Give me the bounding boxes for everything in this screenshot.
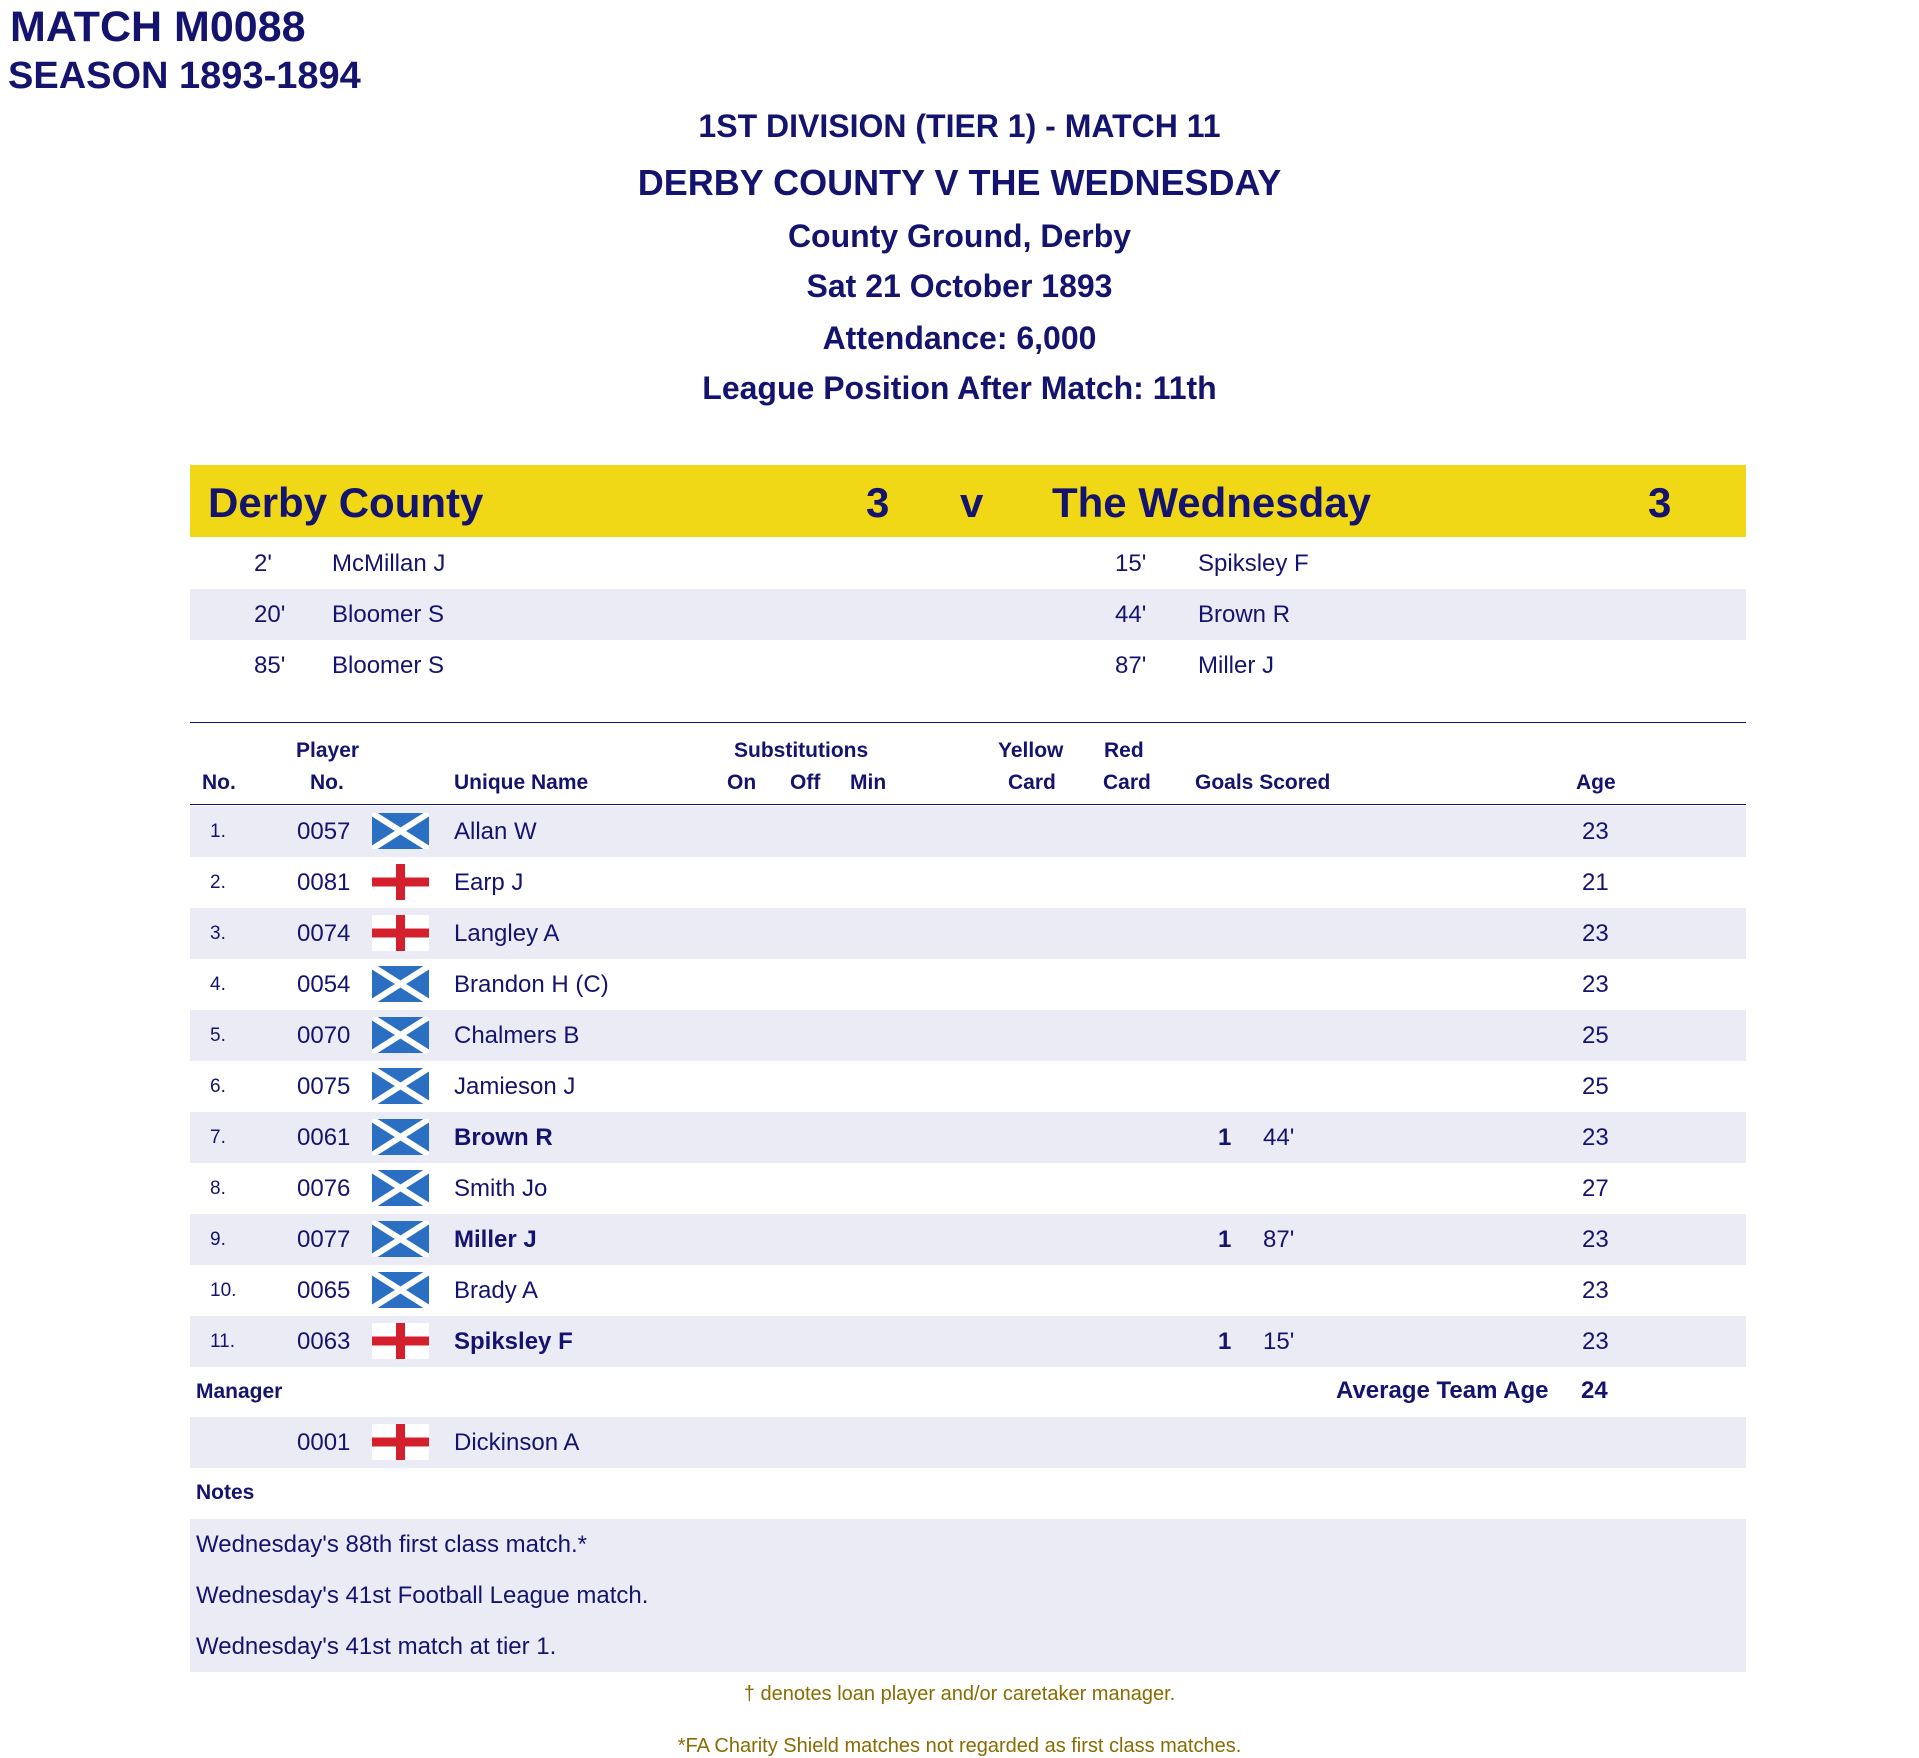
- scotland-flag-icon: [372, 1017, 429, 1053]
- player-name: Brady A: [454, 1277, 539, 1304]
- scotland-flag-icon: [372, 1170, 429, 1206]
- footnote-charity-shield: *FA Charity Shield matches not regarded as first class matches.: [677, 1735, 1242, 1757]
- match-id: MATCH M0088: [10, 3, 306, 51]
- col-no: No.: [202, 771, 236, 794]
- goals-count: 1: [1218, 1328, 1232, 1355]
- away-goal-scorer: Brown R: [1198, 601, 1291, 628]
- season: SEASON 1893-1894: [8, 55, 361, 97]
- scotland-flag-icon: [372, 1221, 429, 1257]
- player-name: Jamieson J: [454, 1073, 576, 1100]
- col-red-bottom: Card: [1103, 771, 1151, 794]
- player-name: Spiksley F: [454, 1328, 573, 1355]
- player-number: 0061: [297, 1124, 351, 1151]
- away-score: 3: [1648, 479, 1672, 526]
- manager-number: 0001: [297, 1429, 351, 1456]
- player-age: 23: [1582, 920, 1609, 947]
- row-number: 10.: [210, 1280, 237, 1301]
- away-goal-scorer: Miller J: [1198, 652, 1274, 679]
- player-age: 23: [1582, 1328, 1609, 1355]
- col-player-no-bottom: No.: [310, 771, 344, 794]
- note-item: Wednesday's 41st Football League match.: [196, 1582, 649, 1609]
- manager-label: Manager: [196, 1380, 283, 1403]
- row-number: 7.: [210, 1127, 226, 1148]
- table-top-divider: [190, 722, 1746, 723]
- player-name: Earp J: [454, 869, 524, 896]
- col-yellow-top: Yellow: [998, 739, 1064, 762]
- player-number: 0075: [297, 1073, 351, 1100]
- home-team: Derby County: [208, 479, 484, 526]
- row-number: 5.: [210, 1025, 226, 1046]
- col-goals-scored: Goals Scored: [1195, 771, 1331, 794]
- scotland-flag-icon: [372, 1119, 429, 1155]
- away-goal-scorer: Spiksley F: [1198, 550, 1309, 577]
- player-age: 23: [1582, 818, 1609, 845]
- player-name: Brandon H (C): [454, 971, 609, 998]
- note-item: Wednesday's 88th first class match.*: [196, 1531, 587, 1558]
- average-age-value: 24: [1581, 1377, 1608, 1404]
- away-team: The Wednesday: [1052, 479, 1371, 526]
- col-unique-name: Unique Name: [454, 771, 589, 794]
- player-name: Smith Jo: [454, 1175, 548, 1202]
- player-age: 27: [1582, 1175, 1609, 1202]
- goal-minute: 15': [1263, 1328, 1295, 1355]
- player-number: 0054: [297, 971, 351, 998]
- player-number: 0076: [297, 1175, 351, 1202]
- scotland-flag-icon: [372, 1272, 429, 1308]
- col-age: Age: [1576, 771, 1616, 794]
- player-age: 23: [1582, 971, 1609, 998]
- goal-minute: 87': [1263, 1226, 1295, 1253]
- col-substitutions: Substitutions: [734, 739, 869, 762]
- england-flag-icon: [372, 864, 429, 900]
- player-number: 0077: [297, 1226, 351, 1253]
- col-sub-min: Min: [850, 771, 887, 794]
- player-number: 0070: [297, 1022, 351, 1049]
- versus-label: v: [960, 479, 984, 526]
- home-goal-minute: 85': [254, 652, 286, 679]
- player-age: 23: [1582, 1226, 1609, 1253]
- col-sub-off: Off: [790, 771, 821, 794]
- player-age: 21: [1582, 869, 1609, 896]
- england-flag-icon: [372, 1424, 429, 1460]
- player-name: Allan W: [454, 818, 537, 845]
- home-goal-minute: 20': [254, 601, 286, 628]
- goal-minute: 44': [1263, 1124, 1295, 1151]
- england-flag-icon: [372, 1323, 429, 1359]
- row-number: 3.: [210, 923, 226, 944]
- row-number: 6.: [210, 1076, 226, 1097]
- fixture-title: DERBY COUNTY V THE WEDNESDAY: [637, 162, 1282, 203]
- competition: 1ST DIVISION (TIER 1) - MATCH 11: [698, 108, 1221, 144]
- player-number: 0081: [297, 869, 351, 896]
- table-header-divider: [190, 804, 1746, 805]
- away-goal-minute: 44': [1115, 601, 1147, 628]
- row-number: 4.: [210, 974, 226, 995]
- england-flag-icon: [372, 915, 429, 951]
- row-number: 8.: [210, 1178, 226, 1199]
- home-goal-scorer: Bloomer S: [332, 652, 445, 679]
- attendance: Attendance: 6,000: [822, 320, 1097, 356]
- league-position: League Position After Match: 11th: [702, 370, 1217, 406]
- venue: County Ground, Derby: [787, 218, 1132, 254]
- away-goal-minute: 87': [1115, 652, 1147, 679]
- col-red-top: Red: [1104, 739, 1144, 762]
- scotland-flag-icon: [372, 966, 429, 1002]
- player-number: 0065: [297, 1277, 351, 1304]
- away-goal-minute: 15': [1115, 550, 1147, 577]
- average-age-label: Average Team Age: [1336, 1377, 1549, 1404]
- note-item: Wednesday's 41st match at tier 1.: [196, 1633, 557, 1660]
- home-goal-scorer: McMillan J: [332, 550, 446, 577]
- player-age: 23: [1582, 1124, 1609, 1151]
- player-number: 0063: [297, 1328, 351, 1355]
- col-player-no-top: Player: [296, 739, 360, 762]
- row-number: 2.: [210, 872, 226, 893]
- col-sub-on: On: [727, 771, 757, 794]
- notes-box: [190, 1519, 1746, 1672]
- match-date: Sat 21 October 1893: [806, 268, 1113, 304]
- row-number: 1.: [210, 821, 226, 842]
- player-name: Langley A: [454, 920, 560, 947]
- goals-count: 1: [1218, 1124, 1232, 1151]
- scotland-flag-icon: [372, 813, 429, 849]
- player-number: 0057: [297, 818, 351, 845]
- score-banner: [190, 465, 1746, 537]
- goals-count: 1: [1218, 1226, 1232, 1253]
- player-number: 0074: [297, 920, 351, 947]
- row-number: 11.: [210, 1331, 236, 1352]
- row-number: 9.: [210, 1229, 226, 1250]
- player-age: 23: [1582, 1277, 1609, 1304]
- scotland-flag-icon: [372, 1068, 429, 1104]
- manager-name: Dickinson A: [454, 1429, 580, 1456]
- col-yellow-bottom: Card: [1008, 771, 1056, 794]
- player-name: Miller J: [454, 1226, 537, 1253]
- notes-label: Notes: [196, 1481, 255, 1504]
- footnote-loan: † denotes loan player and/or caretaker manager.: [743, 1683, 1176, 1705]
- player-age: 25: [1582, 1022, 1609, 1049]
- home-score: 3: [866, 479, 890, 526]
- home-goal-scorer: Bloomer S: [332, 601, 445, 628]
- player-age: 25: [1582, 1073, 1609, 1100]
- player-name: Chalmers B: [454, 1022, 580, 1049]
- player-name: Brown R: [454, 1124, 553, 1151]
- home-goal-minute: 2': [254, 550, 272, 577]
